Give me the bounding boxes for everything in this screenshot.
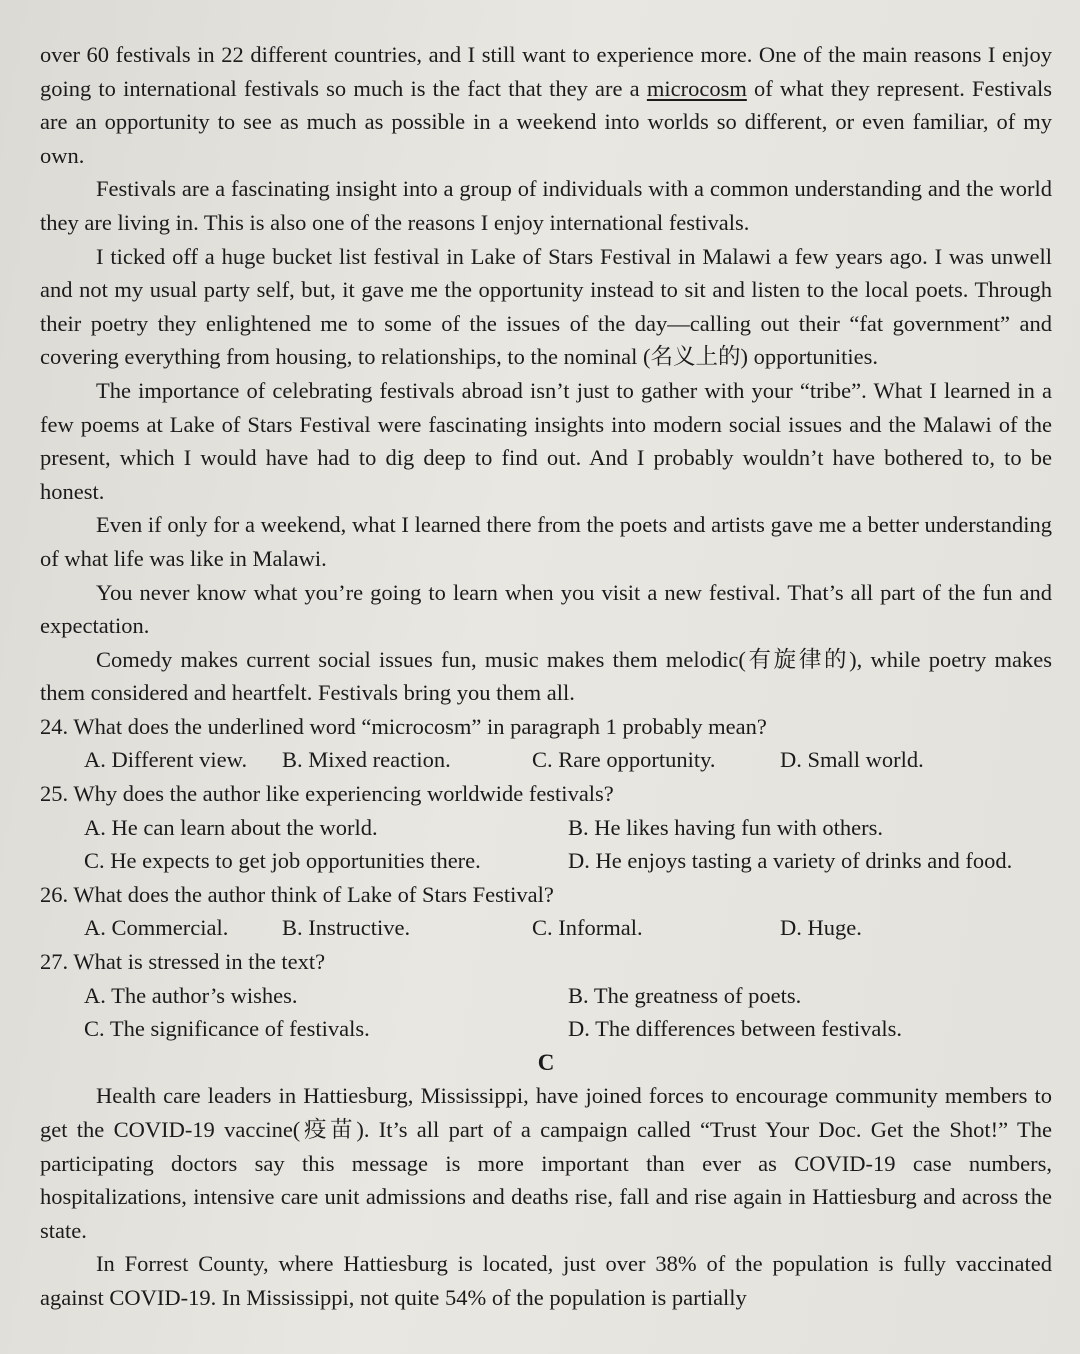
p1-text-before: over 60 festivals in 22 different countries, and I still want to experience more. One of the main reasons I enjoy going to international festivals so much is the fact that they are a bbox=[40, 42, 1052, 101]
option-24-d[interactable]: D. Small world. bbox=[780, 747, 924, 773]
option-26-c[interactable]: C. Informal. bbox=[532, 915, 643, 941]
option-24-c[interactable]: C. Rare opportunity. bbox=[532, 747, 716, 773]
option-27-a[interactable]: A. The author’s wishes. bbox=[84, 982, 298, 1008]
question-24 bbox=[40, 710, 1052, 777]
question-27 bbox=[40, 945, 1052, 1046]
option-24-a[interactable]: A. Different view. bbox=[84, 747, 248, 773]
question-25-stem: 25. Why does the author like experiencing worldwide festivals? bbox=[40, 781, 614, 807]
question-26-options bbox=[40, 911, 1052, 945]
exam-content bbox=[40, 38, 1052, 1315]
question-25-options bbox=[40, 811, 1052, 878]
p1-text-after: of what they represent. Festivals are an opportunity to see as much as possible in a weekend into worlds so different, or even familiar, of my own. bbox=[40, 75, 1053, 168]
option-26-a[interactable]: A. Commercial. bbox=[84, 915, 229, 941]
option-27-b[interactable]: B. The greatness of poets. bbox=[568, 982, 802, 1008]
question-25 bbox=[40, 777, 1052, 878]
option-27-d[interactable]: D. The differences between festivals. bbox=[568, 1016, 903, 1042]
option-26-b[interactable]: B. Instructive. bbox=[282, 915, 411, 941]
question-24-options bbox=[40, 743, 1052, 777]
question-27-options bbox=[40, 979, 1052, 1046]
underlined-word-microcosm: microcosm bbox=[646, 75, 747, 101]
passage-b-paragraph-1 bbox=[40, 38, 1052, 172]
passage-b-paragraph-3: I ticked off a huge bucket list festival in Lake of Stars Festival in Malawi a few years ago. I was unwell and not my usual party self, but, it gave me the opportunity instead to sit and listen to the local poets. Through their poetry they enlightened me to some of the issues of the day—calling out their “fat government” and covering everything from housing, to relationships, to the nominal (名义上的) opportunities. bbox=[40, 243, 1052, 370]
passage-b-paragraph-4: The importance of celebrating festivals abroad isn’t just to gather with your “tribe”. What I learned in a few poems at Lake of Stars Festival were fascinating insights into modern social issues and the Malawi of the present, which I would have had to dig deep to find out. And I probably wouldn’t have bothered to, to be honest. bbox=[40, 377, 1052, 504]
option-24-b[interactable]: B. Mixed reaction. bbox=[282, 747, 451, 773]
passage-b-paragraph-7: Comedy makes current social issues fun, music makes them melodic(有旋律的), while poetry makes them considered and heartfelt. Festivals bring you them all. bbox=[40, 646, 1052, 706]
question-24-stem: 24. What does the underlined word “microcosm” in paragraph 1 probably mean? bbox=[40, 713, 767, 739]
section-heading-c: C bbox=[537, 1049, 555, 1075]
option-25-a[interactable]: A. He can learn about the world. bbox=[84, 814, 378, 840]
question-27-stem: 27. What is stressed in the text? bbox=[40, 949, 326, 975]
option-26-d[interactable]: D. Huge. bbox=[780, 915, 862, 941]
question-26 bbox=[40, 878, 1052, 945]
option-25-d[interactable]: D. He enjoys tasting a variety of drinks and food. bbox=[568, 848, 1013, 874]
option-25-b[interactable]: B. He likes having fun with others. bbox=[568, 814, 883, 840]
option-25-c[interactable]: C. He expects to get job opportunities there. bbox=[84, 848, 481, 874]
passage-c-paragraph-2: In Forrest County, where Hattiesburg is located, just over 38% of the population is fully vaccinated against COVID-19. In Mississippi, not quite 54% of the population is partially bbox=[40, 1251, 1052, 1310]
passage-b-paragraph-5: Even if only for a weekend, what I learned there from the poets and artists gave me a better understanding of what life was like in Malawi. bbox=[40, 512, 1052, 571]
passage-b-paragraph-6: You never know what you’re going to learn when you visit a new festival. That’s all part of the fun and expectation. bbox=[40, 579, 1052, 639]
passage-b-paragraph-2: Festivals are a fascinating insight into a group of individuals with a common understanding and the world they are living in. This is also one of the reasons I enjoy international festivals. bbox=[40, 176, 1052, 235]
passage-c-paragraph-1: Health care leaders in Hattiesburg, Mississippi, have joined forces to encourage community members to get the COVID-19 vaccine(疫苗). It’s all part of a campaign called “Trust Your Doc. Get the Shot!” The participating doctors say this message is more important than ever as COVID-19 case numbers, hospitalizations, intensive care unit admissions and deaths rise, fall and rise again in Hattiesburg and across the state. bbox=[40, 1083, 1052, 1243]
option-27-c[interactable]: C. The significance of festivals. bbox=[84, 1016, 370, 1042]
question-26-stem: 26. What does the author think of Lake of Stars Festival? bbox=[40, 881, 554, 907]
